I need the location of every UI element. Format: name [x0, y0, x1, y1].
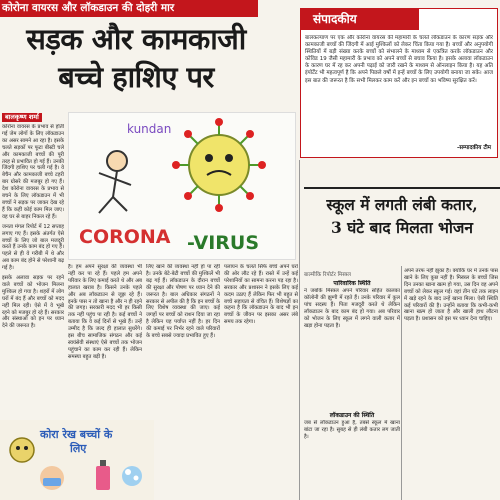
editorial-signature: -सम्पादकीय टीम — [456, 145, 491, 151]
left-column-text — [2, 124, 64, 408]
virus-icon — [172, 118, 266, 212]
word-virus: -VIRUS — [187, 232, 260, 254]
column-divider — [401, 266, 402, 500]
child-poster-drawing — [0, 420, 154, 500]
subhead-lockdown: लॉकडाउन की स्थिति — [329, 412, 375, 419]
middle-column-1: हैं। हम अपने सुरक्षा की व्यवस्था भी नहीं कर पा रहे हैं। पहले हम अपने परिवार के लिए कमाई करते थे और अब हालात खराब है। किसने उनके पहले और अब लॉकडाउन से जूझ रहे हैं। इनके पास न तो खाना है और न ही रहने की जगह। सरकारी मदद भी हर किसी तक नहीं पहुंच पा रही है। कई बच्चों ने बताया कि वे कई दिनों से भूखे हैं। उन्हें उम्मीद है कि जल्द ही हालात सुधरेंगे। इस बीच सामाजिक संगठन और कई स्वयंसेवी संस्थाएं ऐसे बच्चों तक भोजन पहुंचाने का काम कर रही हैं। लेकिन समस्या बहुत बड़ी है। — [68, 264, 142, 360]
masked-face-icon — [40, 466, 64, 490]
left-paragraph-2: जनता मंगल रिपोर्ट में 12 सप्ताह लगाए गए हैं। इसके अंतर्गत ऐसे बच्चों के लिए जो बाल मजदूरी करते हैं उनके काम बंद हो गए हैं। पहले से ही वे गरीबी में थे और अब काम बंद होने से परेशानी बढ़ गई है। — [2, 223, 64, 272]
school-column-b: अपने तरफ नहीं झुका है। क्योंकि घर में उनके पास खाने के लिए कुछ नहीं है। मिस्त्रल के बच्चों जिस दिन उनका खाना खत्म हो गया, उस दिन वह अपने बच्चों को लेकर स्कूल गई। वहां तीन घंटे तक लाइन में खड़े रहने के बाद उन्हें खाना मिला। ऐसी स्थिति कई परिवारों की है। उन्होंने बताया कि कभी-कभी खाना खत्म हो जाता है और खाली हाथ लौटना पड़ता है। प्रशासन को इस पर ध्यान देना चाहिए। — [404, 268, 498, 323]
page-divider — [299, 160, 300, 500]
school-headline-line-1: स्कूल में लगती लंबी कतार, — [326, 195, 478, 214]
headline-line-1: सड़क और कामकाजी — [26, 22, 246, 56]
left-paragraph-3: इसके अलावा सड़क पर रहने वाले बच्चों को भोजन मिलना मुश्किल हो गया है। शहरों में लोग घरों में बंद हैं और बच्चों को मदद नहीं मिल रही। ऐसे में वे भूखे रहने को मजबूर हो रहे हैं। सरकार और संस्थाओं को इन पर ध्यान देने की जरूरत है। — [2, 275, 64, 330]
byline-kicker: बालकृष्ण शर्मा — [2, 113, 42, 122]
soap-bottle-icon — [96, 460, 110, 490]
middle-column-3: पलायन के चलते सिर्फ बच्चे अपने घरों की ओर लौट रहे हैं। रास्ते में उन्हें कई परेशानियों का सामना करना पड़ रहा है। सरकार और प्रशासन ने इसके लिए कई कदम उठाए हैं लेकिन फिर भी बहुत से बच्चे सहायता से वंचित हैं। विशेषज्ञों का कहना है कि लॉकडाउन के बाद भी इन बच्चों के जीवन पर इसका असर लंबे समय तक रहेगा। — [224, 264, 298, 326]
school-headline-line-2: 3 घंटे बाद मिलता भोजन — [330, 218, 474, 237]
drawing-illustration — [69, 113, 297, 261]
poster-text-1: कोरा रेख बच्चों के — [40, 428, 113, 441]
editorial-title: संपादकीय — [301, 9, 419, 30]
poster-text-2: लिए — [70, 442, 87, 455]
headline-line-2: बच्चे हाशिए पर — [58, 60, 214, 94]
running-child-figure — [99, 151, 131, 213]
poster-illustration — [0, 420, 154, 500]
school-story-byline: बाल्मीकि रिपोर्टर मिस्त्रल — [304, 272, 351, 278]
word-corona: CORONA — [79, 226, 171, 248]
editorial-body: बालकल्याण पर एक और कोरोना वायरस की महामारी के चलते लॉकडाउन के कारण सड़क और कामकाजी बच्चों की जिंदगी में आई मुश्किलों को लेकर चिंता किया गया है। बच्चों और अनुपयोगी स्थितियों में बड़ी संख्या करके बच्चों को संभालने के माध्यम से एकत्रित करके लॉकडाउन और कोविड 19 जैसी महामारी के प्रभाव को अपने बच्चों से बचाव किया है। इसके अलावा लॉकडाउन के कारण घर में रह कर अपनी पढ़ाई को जारी रखने के माध्यम से ऑनलाइन किया है। यह अति इंपोर्टेंट भी महत्वपूर्ण है कि अपने पिछले वर्षों में इन्हें बच्चों के लिए उपयोगी बनाया जा सके। आज इस बात की जरूरत है कि सभी मिलकर काम करें और इन बच्चों का भविष्य सुरक्षित करें। — [305, 35, 493, 84]
corona-virus-drawing — [68, 112, 296, 260]
subhead-family: पारिवारिक स्थिति — [333, 280, 371, 287]
school-column-a-text: ने जबकि मिस्त्रल अपने परिवार सहित कालका कॉलोनी की झुग्गी में रहते हैं। उनके परिवार में कुल पांच सदस्य हैं। पिता मजदूरी करते थे लेकिन लॉकडाउन के बाद काम बंद हो गया। अब परिवार को भोजन के लिए स्कूल में लगने वाली कतार में खड़ा होना पड़ता है। — [304, 288, 400, 329]
hand-wash-icon — [122, 466, 142, 486]
school-story-headline — [304, 187, 500, 245]
left-paragraph-1: कोरोना वायरस के प्रभाव से होती गई जेम लोगों के लिए लॉकडाउन का असर सामने आ रहा है। इसके चलते सड़कों पर फूटा बीस्टी चले और कामकाजी बच्चों की पूरी तरह से प्रभावित हो गई हैं। उनकी जिंदगी हाशिए पर चली गई है। वे बेचैन और कामकाजी बच्चे टहरी बार ग्रोसरे की मजबूर हो गए हैं। देश कोरोना वायरस के प्रभाव से बचने के लिए लॉकडाउन में भी बच्चों ने सड़क पर जाकर देख रहे हैं कि कहीं कोई काम मिल जाए। वह घर से बाहर निकल रहे हैं। — [2, 124, 64, 220]
artist-label: kundan — [127, 122, 172, 136]
section-banner: कोरोना वायरस और लॉकडाउन की दोहरी मार — [0, 0, 258, 17]
editorial-box — [300, 8, 498, 158]
virus-small-icon — [10, 438, 34, 462]
main-headline — [0, 20, 272, 100]
school-column-a — [304, 280, 400, 500]
school-column-a-text-2: जब से लॉकडाउन हुआ है, तबसे स्कूल में खाना बांटा जा रहा है। सुबह से ही लंबी कतार लग जाती है। — [304, 420, 400, 440]
middle-column-2: लिए खाने की व्यवस्था नहीं हो पा रही है। उनके बेटे-बेटी बच्चों की मुश्किलें भी बढ़ गई हैं। लॉकडाउन के दौरान बच्चों की सुरक्षा और पोषण पर ध्यान देने की जरूरत है। बाल अधिकार संगठनों ने सरकार से अपील की है कि इन बच्चों के लिए विशेष व्यवस्था की जाए। कई जगहों पर बच्चों को राशन दिया जा रहा है लेकिन यह पर्याप्त नहीं है। हर दिन की कमाई पर निर्भर रहने वाले परिवारों के बच्चे सबसे ज्यादा प्रभावित हुए हैं। — [146, 264, 220, 340]
